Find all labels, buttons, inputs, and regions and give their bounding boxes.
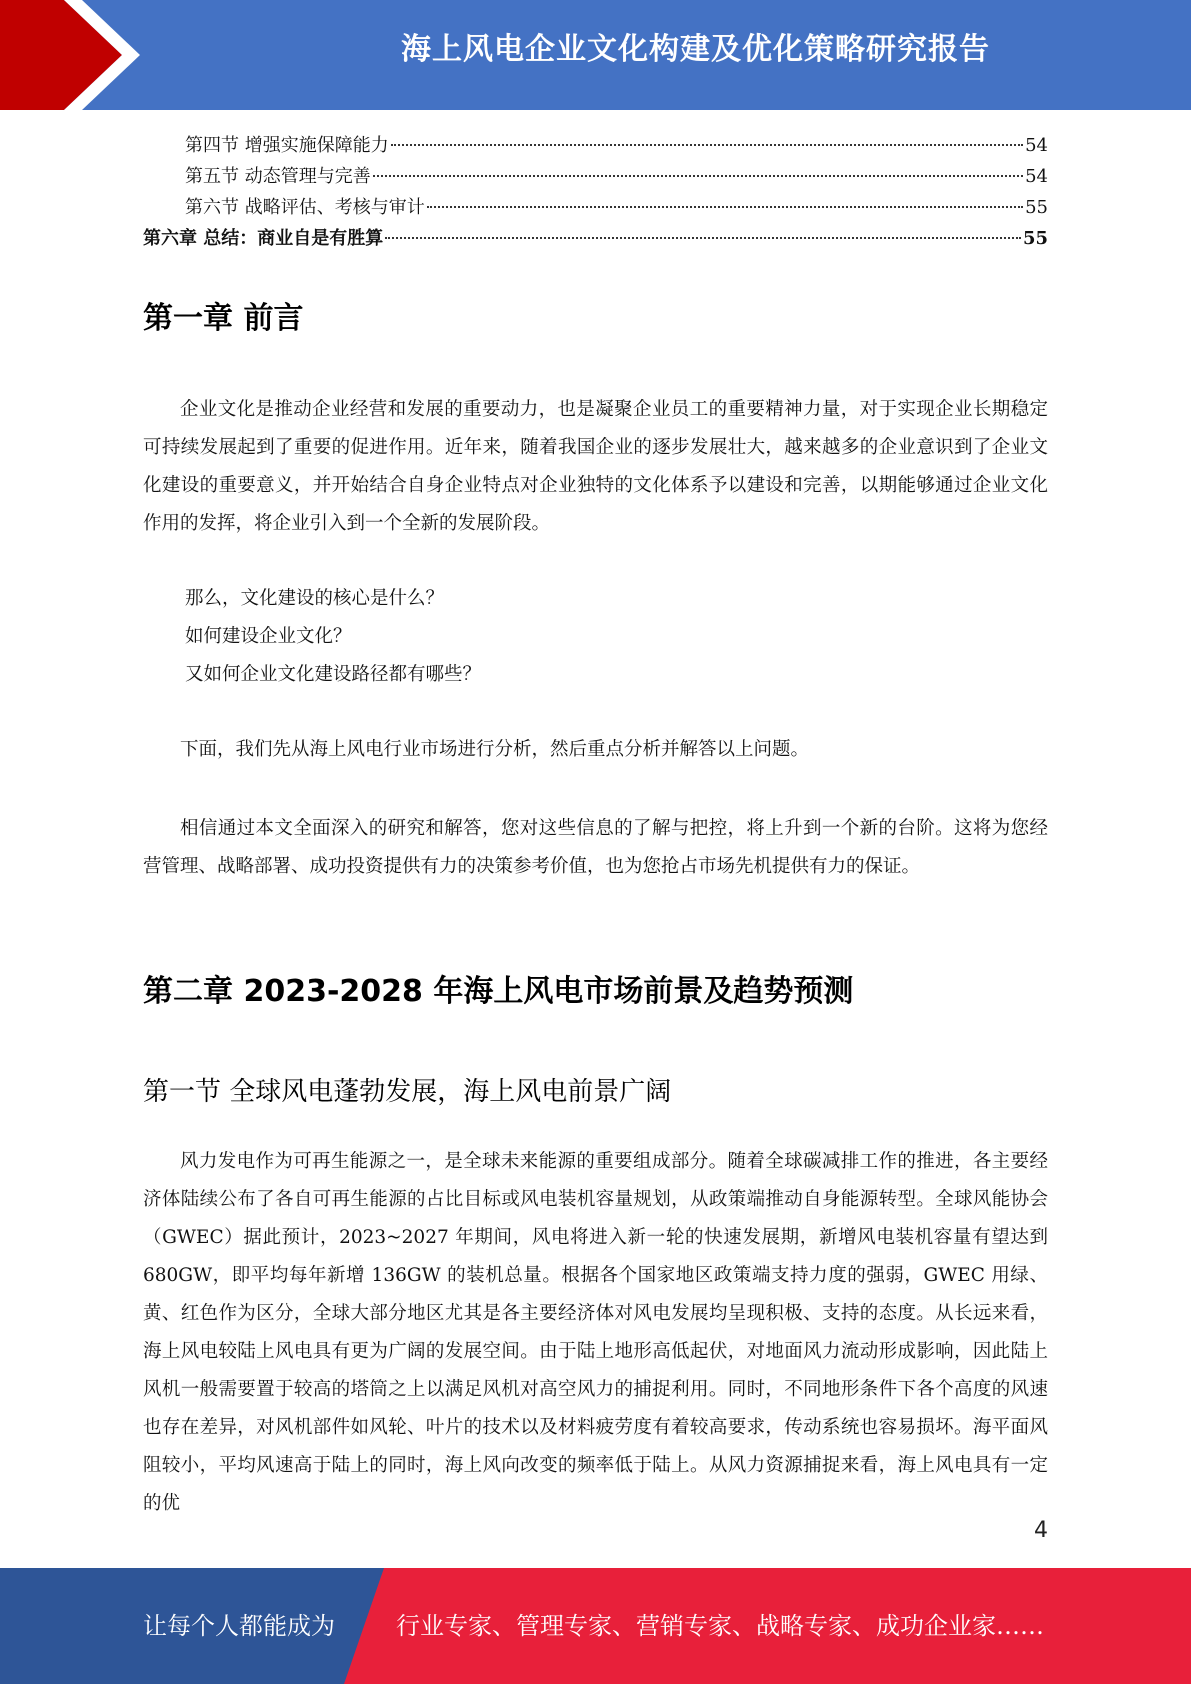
question-line: 如何建设企业文化？ (185, 626, 352, 647)
chapter-2-heading: 第二章 2023-2028 年海上风电市场前景及趋势预测 (143, 974, 854, 1009)
header-chevron-decoration (0, 0, 160, 110)
toc-entry-label: 第五节 动态管理与完善 (185, 166, 371, 187)
page-number: 4 (1034, 1518, 1048, 1543)
toc-entry-page: 55 (1022, 228, 1048, 249)
toc-entry-label: 第六章 总结：商业自是有胜算 (143, 228, 384, 249)
section-1-heading: 第一节 全球风电蓬勃发展，海上风电前景广阔 (143, 1077, 672, 1107)
chapter-2-paragraph-1: 风力发电作为可再生能源之一，是全球未来能源的重要组成部分。随着全球碳减排工作的推进，各主要经济体陆续公布了各自可再生能源的占比目标或风电装机容量规划，从政策端推动自身能源转型。全球风能协会（GWEC）据此预计，2023~2027 年期间，风电将进入新一轮的快速发展期，新增风电装机容量有望达到 680GW，即平均每年新增 136GW 的装机总量。根据各个国家地区政策端支持力度的强弱，GWEC 用绿、黄、红色作为区分，全球大部分地区尤其是各主要经济体对风电发展均呈现积极、支持的态度。从长远来看，海上风电较陆上风电具有更为广阔的发展空间。由于陆上地形高低起伏，对地面风力流动形成影响，因此陆上风机一般需要置于较高的塔筒之上以满足风机对高空风力的捕捉利用。同时，不同地形条件下各个高度的风速也存在差异，对风机部件如风轮、叶片的技术以及材料疲劳度有着较高要求，传动系统也容易损坏。海平面风阻较小，平均风速高于陆上的同时，海上风向改变的频率低于陆上。从风力资源捕捉来看，海上风电具有一定的优 (143, 1151, 1049, 1514)
page-footer (0, 1568, 1191, 1684)
question-line: 那么，文化建设的核心是什么？ (185, 588, 445, 609)
toc-entry[interactable] (143, 192, 1048, 223)
toc-entry-page: 55 (1025, 197, 1048, 218)
toc-leader-dots (373, 175, 1023, 177)
question-line: 又如何企业文化建设路径都有哪些？ (185, 664, 482, 685)
toc-leader-dots (385, 237, 1021, 239)
toc-entry[interactable] (143, 161, 1048, 192)
chapter-1-paragraph-2: 下面，我们先从海上风电行业市场进行分析，然后重点分析并解答以上问题。 (180, 739, 810, 760)
toc-entry-page: 54 (1025, 135, 1048, 156)
toc-entry-page: 54 (1025, 166, 1048, 187)
toc-entry-chapter[interactable] (143, 223, 1048, 254)
footer-slogan-left: 让每个人都能成为 (143, 1612, 335, 1640)
table-of-contents (143, 130, 1048, 254)
toc-leader-dots (427, 206, 1023, 208)
report-title: 海上风电企业文化构建及优化策略研究报告 (401, 32, 990, 67)
toc-entry-label: 第四节 增强实施保障能力 (185, 135, 389, 156)
toc-entry[interactable] (143, 130, 1048, 161)
chapter-1-heading: 第一章 前言 (143, 301, 304, 336)
toc-leader-dots (391, 144, 1023, 146)
chapter-1-paragraph-1: 企业文化是推动企业经营和发展的重要动力，也是凝聚企业员工的重要精神力量，对于实现企业长期稳定可持续发展起到了重要的促进作用。近年来，随着我国企业的逐步发展壮大，越来越多的企业意识到了企业文化建设的重要意义，并开始结合自身企业特点对企业独特的文化体系予以建设和完善，以期能够通过企业文化作用的发挥，将企业引入到一个全新的发展阶段。 (143, 399, 1048, 534)
chapter-1-paragraph-3: 相信通过本文全面深入的研究和解答，您对这些信息的了解与把控，将上升到一个新的台阶。这将为您经营管理、战略部署、成功投资提供有力的决策参考价值，也为您抢占市场先机提供有力的保证。 (143, 818, 1048, 877)
footer-slogan-right: 行业专家、管理专家、营销专家、战略专家、成功企业家…… (396, 1612, 1044, 1640)
toc-entry-label: 第六节 战略评估、考核与审计 (185, 197, 425, 218)
page-header (0, 0, 1191, 110)
